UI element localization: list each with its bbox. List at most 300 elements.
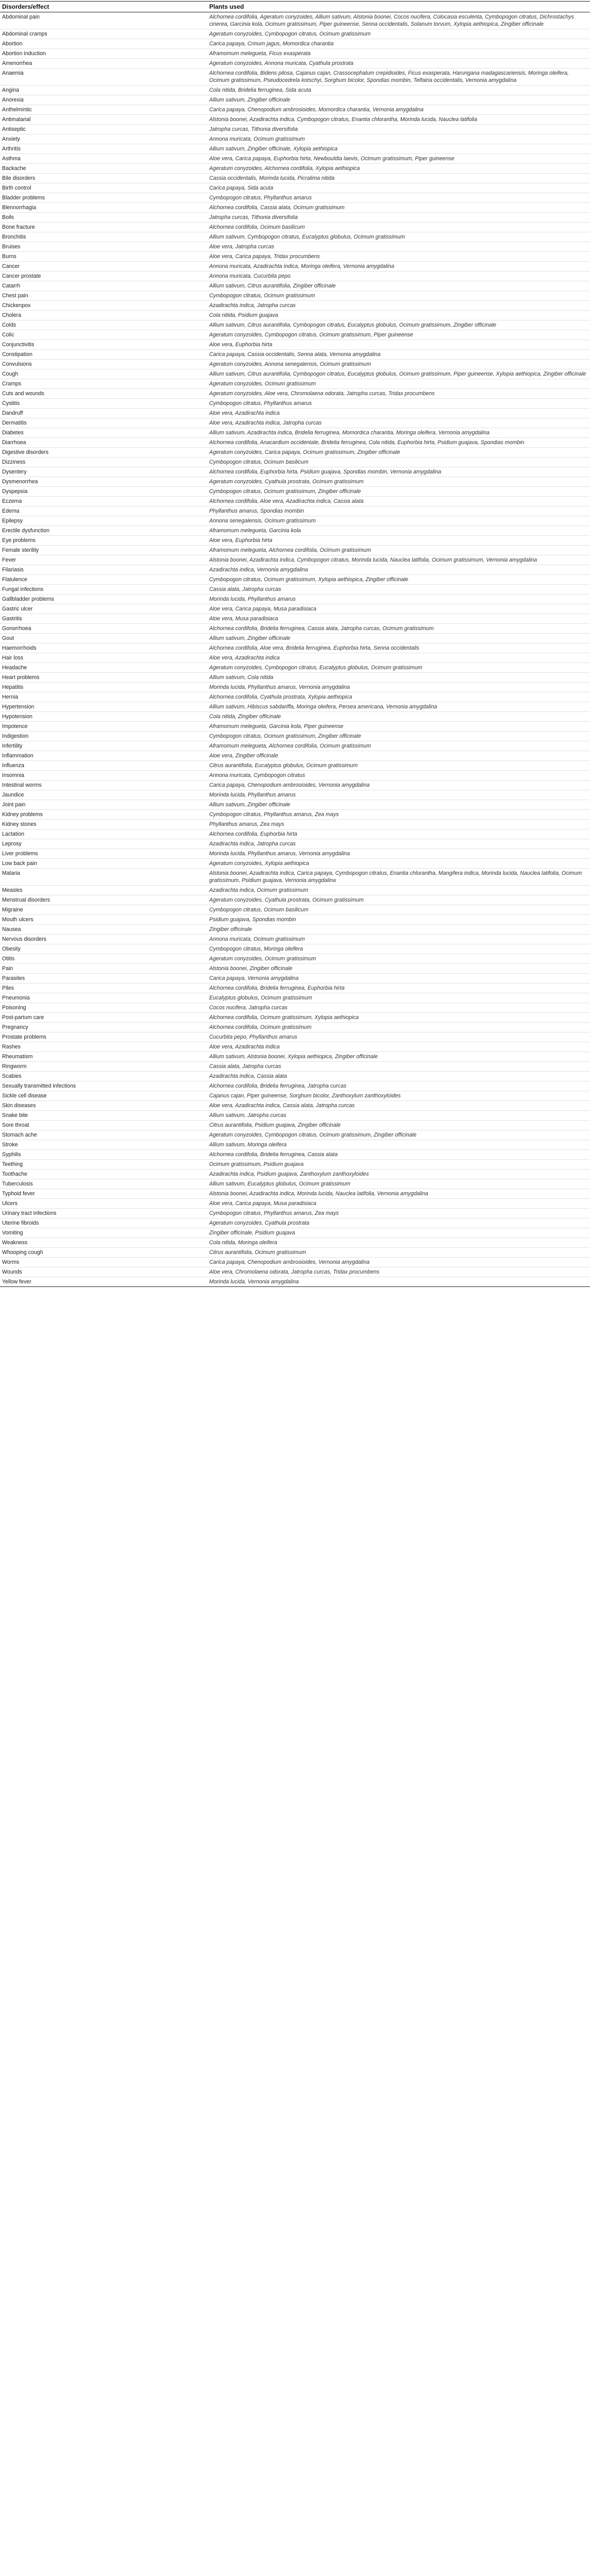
disorder-cell: Abdominal cramps [0, 29, 207, 39]
table-row [0, 448, 590, 457]
plants-cell: Alchornea cordifolia, Ocimum gratissimum, Xylopia aethiopica [207, 1013, 590, 1023]
disorder-cell: Kidney problems [0, 810, 207, 820]
disorder-cell: Fever [0, 555, 207, 565]
plants-cell: Aframomum melegueta, Garcinia kola [207, 526, 590, 536]
plants-cell: Citrus aurantifolia, Psidium guajava, Zingiber officinale [207, 1121, 590, 1130]
disorder-cell: Angina [0, 86, 207, 95]
table-row [0, 1023, 590, 1032]
table-row [0, 418, 590, 428]
plants-cell: Eucalyptus globulus, Ocimum gratissimum [207, 993, 590, 1003]
plants-cell: Alchornea cordifolia, Euphorbia hirta [207, 829, 590, 839]
plants-cell: Allium sativum, Alstonia boonei, Xylopia aethiopica, Zingiber officinale [207, 1052, 590, 1062]
table-row [0, 506, 590, 516]
table-row [0, 389, 590, 399]
table-row [0, 565, 590, 575]
disorder-cell: Gallbladder problems [0, 595, 207, 604]
table-row [0, 340, 590, 350]
disorder-cell: Pain [0, 964, 207, 974]
disorder-cell: Catarrh [0, 281, 207, 291]
table-row [0, 585, 590, 595]
plants-cell: Ageratum conyzoides, Annona muricata, Cyathula prostrata [207, 59, 590, 69]
table-row [0, 1121, 590, 1130]
table-row [0, 164, 590, 174]
table-row [0, 944, 590, 954]
table-row [0, 915, 590, 925]
disorder-cell: Scabies [0, 1072, 207, 1081]
table-row [0, 183, 590, 193]
disorder-cell: Gastritis [0, 614, 207, 624]
disorder-cell: Abortion [0, 39, 207, 49]
plants-cell: Alchornea cordifolia, Bidens pilosa, Cajanus cajan, Crassocephalum crepidioides, Ficus exasperata, Harungana madagascariensis, Moringa oleifera, Ocimum gratissimum, Pseudocedrela kotschyi, Sorghum bicolor, Spondias mombin, Telfairia occidentalis, Vernonia amygdalina [207, 69, 590, 86]
plants-cell: Aloe vera, Jatropha curcas [207, 242, 590, 252]
disorder-cell: Parasites [0, 974, 207, 984]
plants-cell: Cymbopogon citratus, Ocimum gratissimum, Xylopia aethiopica, Zingiber officinale [207, 575, 590, 585]
plants-cell: Morinda lucida, Phyllanthus amarus, Vernonia amygdalina [207, 683, 590, 692]
plants-cell: Ageratum conyzoides, Alchornea cordifolia, Xylopia aethiopica [207, 164, 590, 174]
disorder-cell: Malaria [0, 869, 207, 886]
plants-cell: Morinda lucida, Phyllanthus amarus [207, 790, 590, 800]
disorder-cell: Hair loss [0, 653, 207, 663]
plants-cell: Azadirachta indica, Ocimum gratissimum [207, 886, 590, 895]
table-row [0, 39, 590, 49]
table-row [0, 849, 590, 859]
plants-cell: Alchornea cordifolia, Ageratum conyzoides, Allium sativum, Alstonia boonei, Cocos nucifera, Colocasia esculenta, Cymbopogon citratus, Dichrostachys cinerea, Garcinia kola, Ocimum gratissimum, Piper guineense, Senna occidentalis, Solanum torvum, Xylopia aethiopica, Zingiber officinale [207, 12, 590, 29]
plants-cell: Alchornea cordifolia, Euphorbia hirta, Psidium guajava, Spondias mombin, Vernonia amygdalina [207, 467, 590, 477]
table-row [0, 732, 590, 741]
plants-cell: Carica papaya, Sida acuta [207, 183, 590, 193]
disorder-cell: Lactation [0, 829, 207, 839]
plants-cell: Aloe vera, Azadirachta indica [207, 1042, 590, 1052]
plants-cell: Annona muricata, Cucurbita pepo [207, 272, 590, 281]
disorder-cell: Hypotension [0, 712, 207, 722]
table-row [0, 614, 590, 624]
plants-cell: Cola nitida, Zingiber officinale [207, 712, 590, 722]
table-row [0, 350, 590, 360]
disorder-cell: Prostate problems [0, 1032, 207, 1042]
table-row [0, 457, 590, 467]
table-row [0, 869, 590, 886]
disorder-cell: Dysmenorrhea [0, 477, 207, 487]
disorder-cell: Pregnancy [0, 1023, 207, 1032]
table-row [0, 954, 590, 964]
table-row [0, 1130, 590, 1140]
disorder-cell: Gout [0, 634, 207, 643]
plants-cell: Morinda lucida, Phyllanthus amarus, Vernonia amygdalina [207, 849, 590, 859]
disorder-cell: Wounds [0, 1267, 207, 1277]
plants-cell: Alchornea cordifolia, Aloe vera, Bridelia ferruginea, Euphorbia hirta, Senna occidentalis [207, 643, 590, 653]
table-row [0, 144, 590, 154]
disorder-cell: Influenza [0, 761, 207, 771]
plants-cell: Annona senegalensis, Ocimum gratissimum [207, 516, 590, 526]
plants-cell: Allium sativum, Citrus aurantifolia, Cymbopogon citratus, Eucalyptus globulus, Ocimum gratissimum, Piper guineense, Xylopia aethiopica, Zingiber officinale [207, 369, 590, 379]
disorder-cell: Vomiting [0, 1228, 207, 1238]
disorder-cell: Worms [0, 1258, 207, 1267]
disorder-cell: Sickle cell disease [0, 1091, 207, 1101]
table-row [0, 839, 590, 849]
disorder-cell: Amenorrhea [0, 59, 207, 69]
plants-cell: Alchornea cordifolia, Bridelia ferruginea, Cassia alata [207, 1150, 590, 1160]
plants-cell: Psidium guajava, Spondias mombin [207, 915, 590, 925]
table-row [0, 1003, 590, 1013]
table-row [0, 886, 590, 895]
disorder-cell: Dermatitis [0, 418, 207, 428]
table-row [0, 810, 590, 820]
table-row [0, 49, 590, 59]
plants-cell: Alstonia boonei, Zingiber officinale [207, 964, 590, 974]
plants-cell: Morinda lucida, Vernonia amygdalina [207, 1277, 590, 1287]
disorder-cell: Menstrual disorders [0, 895, 207, 905]
table-row [0, 369, 590, 379]
disorder-cell: Heart problems [0, 673, 207, 683]
plants-cell: Allium sativum, Jatropha curcas [207, 1111, 590, 1121]
disorder-cell: Conjunctivitis [0, 340, 207, 350]
disorder-cell: Snake bite [0, 1111, 207, 1121]
plants-cell: Carica papaya, Chenopodium ambrosioides, Vernonia amygdalina [207, 781, 590, 790]
plants-cell: Ageratum conyzoides, Cymbopogon citratus, Eucalyptus globulus, Ocimum gratissimum [207, 663, 590, 673]
table-row [0, 1111, 590, 1121]
disorder-cell: Kidney stones [0, 820, 207, 829]
plants-cell: Ageratum conyzoides, Carica papaya, Ocimum gratissimum, Zingiber officinale [207, 448, 590, 457]
table-row [0, 320, 590, 330]
table-row [0, 653, 590, 663]
plants-cell: Allium sativum, Zingiber officinale [207, 634, 590, 643]
disorder-cell: Abdominal pain [0, 12, 207, 29]
plants-cell: Ageratum conyzoides, Ocimum gratissimum [207, 954, 590, 964]
table-row [0, 1199, 590, 1209]
disorder-cell: Yellow fever [0, 1277, 207, 1287]
disorder-cell: Cramps [0, 379, 207, 389]
plants-cell: Jatropha curcas, Tithonia diversifolia [207, 125, 590, 134]
table-row [0, 555, 590, 565]
table-row [0, 771, 590, 781]
table-row [0, 69, 590, 86]
disorder-cell: Backache [0, 164, 207, 174]
plants-cell: Aframomum melegueta, Alchornea cordifolia, Ocimum gratissimum [207, 741, 590, 751]
table-row [0, 546, 590, 555]
disorder-cell: Eczema [0, 497, 207, 506]
plants-cell: Alstonia boonei, Azadirachta indica, Morinda lucida, Nauclea latifolia, Vernonia amygdalina [207, 1189, 590, 1199]
disorder-cell: Diabetes [0, 428, 207, 438]
table-row [0, 1170, 590, 1179]
table-row [0, 223, 590, 232]
plants-cell: Alchornea cordifolia, Cassia alata, Ocimum gratissimum [207, 203, 590, 213]
disorder-cell: Chest pain [0, 291, 207, 301]
plants-cell: Alstonia boonei, Azadirachta indica, Carica papaya, Cymbopogon citratus, Enantia chlorantha, Mangifera indica, Morinda lucida, Nauclea latifolia, Ocimum gratissimum, Psidium guajava, Vernonia amygdalina [207, 869, 590, 886]
plants-cell: Aloe vera, Azadirachta indica [207, 409, 590, 418]
plants-cell: Aloe vera, Carica papaya, Musa paradisiaca [207, 604, 590, 614]
disorder-cell: Skin diseases [0, 1101, 207, 1111]
table-row [0, 409, 590, 418]
table-row [0, 272, 590, 281]
column-header-plants: Plants used [207, 2, 590, 12]
table-row [0, 59, 590, 69]
disorder-cell: Anxiety [0, 134, 207, 144]
table-row [0, 1052, 590, 1062]
plants-cell: Alchornea cordifolia, Bridelia ferruginea, Euphorbia hirta [207, 984, 590, 993]
plants-cell: Carica papaya, Cassia occidentalis, Senna alata, Vernonia amygdalina [207, 350, 590, 360]
plants-cell: Cocos nucifera, Jatropha curcas [207, 1003, 590, 1013]
plants-cell: Cassia occidentalis, Morinda lucida, Picralima nitida [207, 174, 590, 183]
disorder-cell: Bladder problems [0, 193, 207, 203]
plants-cell: Cymbopogon citratus, Phyllanthus amarus, Zea mays [207, 810, 590, 820]
disorder-cell: Bruises [0, 242, 207, 252]
disorders-plants-table [0, 1, 590, 1287]
disorder-cell: Inflammation [0, 751, 207, 761]
disorder-cell: Fungal infections [0, 585, 207, 595]
table-row [0, 1238, 590, 1248]
table-row [0, 1160, 590, 1170]
disorder-cell: Dyspepsia [0, 487, 207, 497]
plants-cell: Cola nitida, Moringa oleifera [207, 1238, 590, 1248]
table-row [0, 1072, 590, 1081]
plants-cell: Aframomum melegueta, Garcinia kola, Piper guineense [207, 722, 590, 732]
disorder-cell: Whooping cough [0, 1248, 207, 1258]
plants-cell: Alstonia boonei, Azadirachta indica, Cymbopogon citratus, Morinda lucida, Nauclea latifolia, Ocimum gratissimum, Vernonia amygdalina [207, 555, 590, 565]
plants-cell: Citrus aurantifolia, Ocimum gratissimum [207, 1248, 590, 1258]
plants-cell: Aloe vera, Euphorbia hirta [207, 340, 590, 350]
disorder-cell: Mouth ulcers [0, 915, 207, 925]
disorder-cell: Impotence [0, 722, 207, 732]
plants-cell: Morinda lucida, Phyllanthus amarus [207, 595, 590, 604]
plants-cell: Cymbopogon citratus, Ocimum gratissimum, Zingiber officinale [207, 732, 590, 741]
plants-cell: Aloe vera, Chromolaena odorata, Jatropha curcas, Tridax procumbens [207, 1267, 590, 1277]
disorder-cell: Anaemia [0, 69, 207, 86]
plants-cell: Allium sativum, Azadirachta indica, Bridelia ferruginea, Momordica charantia, Moringa oleifera, Vernonia amygdalina [207, 428, 590, 438]
disorder-cell: Diarrhoea [0, 438, 207, 448]
table-header [0, 2, 590, 12]
table-row [0, 125, 590, 134]
table-row [0, 859, 590, 869]
plants-cell: Azadirachta indica, Cassia alata [207, 1072, 590, 1081]
plants-cell: Ageratum conyzoides, Annona senegalensis, Ocimum gratissimum [207, 360, 590, 369]
table-row [0, 712, 590, 722]
table-row [0, 497, 590, 506]
disorder-cell: Colic [0, 330, 207, 340]
disorder-cell: Dandruff [0, 409, 207, 418]
table-row [0, 751, 590, 761]
disorder-cell: Otitis [0, 954, 207, 964]
plants-cell: Zingiber officinale, Psidium guajava [207, 1228, 590, 1238]
disorder-cell: Liver problems [0, 849, 207, 859]
plants-cell: Azadirachta indica, Vernonia amygdalina [207, 565, 590, 575]
plants-cell: Cymbopogon citratus, Ocimum basilicum [207, 905, 590, 915]
plants-cell: Ageratum conyzoides, Cymbopogon citratus, Ocimum gratissimum, Zingiber officinale [207, 1130, 590, 1140]
plants-cell: Citrus aurantifolia, Eucalyptus globulus, Ocimum gratissimum [207, 761, 590, 771]
table-row [0, 399, 590, 409]
plants-cell: Carica papaya, Chenopodium ambrosioides, Momordica charantia, Vernonia amygdalina [207, 105, 590, 115]
table-row [0, 634, 590, 643]
disorder-cell: Measles [0, 886, 207, 895]
disorder-cell: Bone fracture [0, 223, 207, 232]
disorder-cell: Burns [0, 252, 207, 262]
plants-cell: Allium sativum, Cymbopogon citratus, Eucalyptus globulus, Ocimum gratissimum [207, 232, 590, 242]
table-row [0, 330, 590, 340]
plants-cell: Alstonia boonei, Azadirachta indica, Cymbopogon citratus, Enantia chlorantha, Morinda lucida, Nauclea latifolia [207, 115, 590, 125]
plants-cell: Aloe vera, Azadirachta indica, Jatropha curcas [207, 418, 590, 428]
disorder-cell: Antimalarial [0, 115, 207, 125]
table-row [0, 29, 590, 39]
plants-cell: Ageratum conyzoides, Cyathula prostrata [207, 1218, 590, 1228]
plants-cell: Cymbopogon citratus, Phyllanthus amarus [207, 193, 590, 203]
table-row [0, 1209, 590, 1218]
disorder-cell: Intestinal worms [0, 781, 207, 790]
disorder-cell: Anorexia [0, 95, 207, 105]
disorder-cell: Hypertension [0, 702, 207, 712]
plants-cell: Alchornea cordifolia, Cyathula prostrata, Xylopia aethiopica [207, 692, 590, 702]
table-row [0, 604, 590, 614]
plants-cell: Ageratum conyzoides, Cyathula prostrata, Ocimum gratissimum [207, 477, 590, 487]
disorder-cell: Migraine [0, 905, 207, 915]
table-row [0, 213, 590, 223]
table-row [0, 232, 590, 242]
plants-cell: Cymbopogon citratus, Phyllanthus amarus, Zea mays [207, 1209, 590, 1218]
table-row [0, 741, 590, 751]
table-row [0, 438, 590, 448]
table-row [0, 154, 590, 164]
table-row [0, 974, 590, 984]
table-row [0, 820, 590, 829]
disorder-cell: Abortion induction [0, 49, 207, 59]
plants-cell: Alchornea cordifolia, Ocimum gratissimum [207, 1023, 590, 1032]
plants-cell: Cajanus cajan, Piper guineense, Sorghum bicolor, Zanthoxylum zanthoxyloides [207, 1091, 590, 1101]
disorder-cell: Stomach ache [0, 1130, 207, 1140]
table-row [0, 673, 590, 683]
disorder-cell: Haemorrhoids [0, 643, 207, 653]
table-row [0, 624, 590, 634]
disorder-cell: Blennorrhagia [0, 203, 207, 213]
plants-cell: Allium sativum, Zingiber officinale, Xylopia aethiopica [207, 144, 590, 154]
plants-cell: Aloe vera, Carica papaya, Musa paradisiaca [207, 1199, 590, 1209]
disorder-cell: Constipation [0, 350, 207, 360]
table-row [0, 1228, 590, 1238]
disorder-cell: Boils [0, 213, 207, 223]
plants-cell: Allium sativum, Zingiber officinale [207, 800, 590, 810]
disorder-cell: Sore throat [0, 1121, 207, 1130]
table-row [0, 516, 590, 526]
plants-cell: Ageratum conyzoides, Aloe vera, Chromolaena odorata, Jatropha curcas, Tridax procumbens [207, 389, 590, 399]
table-row [0, 203, 590, 213]
disorder-cell: Leprosy [0, 839, 207, 849]
disorder-cell: Convulsions [0, 360, 207, 369]
disorder-cell: Teething [0, 1160, 207, 1170]
table-row [0, 115, 590, 125]
disorder-cell: Nervous disorders [0, 935, 207, 944]
plants-cell: Aframomum melegueta, Alchornea cordifolia, Ocimum gratissimum [207, 546, 590, 555]
table-row [0, 477, 590, 487]
table-row [0, 1101, 590, 1111]
table-row [0, 964, 590, 974]
plants-cell: Ageratum conyzoides, Ocimum gratissimum [207, 379, 590, 389]
disorder-cell: Dysentery [0, 467, 207, 477]
header-row [0, 2, 590, 12]
plants-cell: Cassia alata, Jatropha curcas [207, 1062, 590, 1072]
table-row [0, 692, 590, 702]
table-row [0, 935, 590, 944]
disorder-cell: Joint pain [0, 800, 207, 810]
disorder-cell: Dizziness [0, 457, 207, 467]
table-row [0, 95, 590, 105]
disorder-cell: Typhoid fever [0, 1189, 207, 1199]
table-row [0, 905, 590, 915]
table-row [0, 643, 590, 653]
table-row [0, 790, 590, 800]
table-row [0, 1277, 590, 1287]
disorder-cell: Digestive disorders [0, 448, 207, 457]
disorder-cell: Jaundice [0, 790, 207, 800]
plants-cell: Aframomum melegueta, Ficus exasperata [207, 49, 590, 59]
disorder-cell: Filariasis [0, 565, 207, 575]
plants-cell: Allium sativum, Citrus aurantifolia, Zingiber officinale [207, 281, 590, 291]
table-row [0, 595, 590, 604]
table-row [0, 829, 590, 839]
disorder-cell: Post-partum care [0, 1013, 207, 1023]
disorder-cell: Tuberculosis [0, 1179, 207, 1189]
table-row [0, 1218, 590, 1228]
disorder-cell: Weakness [0, 1238, 207, 1248]
table-body [0, 12, 590, 1287]
disorder-cell: Pneumonia [0, 993, 207, 1003]
table-row [0, 925, 590, 935]
plants-cell: Aloe vera, Azadirachta indica [207, 653, 590, 663]
disorder-cell: Syphilis [0, 1150, 207, 1160]
plants-cell: Aloe vera, Musa paradisiaca [207, 614, 590, 624]
table-row [0, 1258, 590, 1267]
table-row [0, 360, 590, 369]
disorder-cell: Headache [0, 663, 207, 673]
table-row [0, 291, 590, 301]
table-row [0, 428, 590, 438]
plants-cell: Zingiber officinale [207, 925, 590, 935]
table-row [0, 722, 590, 732]
table-row [0, 781, 590, 790]
table-row [0, 1179, 590, 1189]
disorder-cell: Ringworm [0, 1062, 207, 1072]
table-row [0, 1032, 590, 1042]
plants-cell: Azadirachta indica, Jatropha curcas [207, 301, 590, 311]
disorder-cell: Low back pain [0, 859, 207, 869]
table-row [0, 311, 590, 320]
plants-cell: Ageratum conyzoides, Xylopia aethiopica [207, 859, 590, 869]
disorder-cell: Female sterility [0, 546, 207, 555]
plants-cell: Aloe vera, Azadirachta indica, Cassia alata, Jatropha curcas [207, 1101, 590, 1111]
disorder-cell: Eye problems [0, 536, 207, 546]
plants-cell: Ageratum conyzoides, Cyathula prostrata, Ocimum gratissimum [207, 895, 590, 905]
disorder-cell: Infertility [0, 741, 207, 751]
plants-cell: Cymbopogon citratus, Moringa oleifera [207, 944, 590, 954]
plants-cell: Carica papaya, Vernonia amygdalina [207, 974, 590, 984]
disorder-cell: Cystitis [0, 399, 207, 409]
table-row [0, 1267, 590, 1277]
table-row [0, 12, 590, 29]
table-row [0, 984, 590, 993]
disorder-cell: Uterine fibroids [0, 1218, 207, 1228]
disorder-cell: Cough [0, 369, 207, 379]
disorder-cell: Anthelmintic [0, 105, 207, 115]
plants-cell: Allium sativum, Hibiscus sabdariffa, Moringa oleifera, Persea americana, Vernonia amygdalina [207, 702, 590, 712]
disorder-cell: Erectile dysfunction [0, 526, 207, 536]
table-row [0, 467, 590, 477]
table-row [0, 86, 590, 95]
disorder-cell: Sexually transmitted infections [0, 1081, 207, 1091]
disorder-cell: Nausea [0, 925, 207, 935]
table-row [0, 1091, 590, 1101]
table-row [0, 1081, 590, 1091]
disorder-cell: Arthritis [0, 144, 207, 154]
table-row [0, 174, 590, 183]
disorder-cell: Piles [0, 984, 207, 993]
disorder-cell: Chickenpox [0, 301, 207, 311]
plants-cell: Phyllanthus amarus, Spondias mombin [207, 506, 590, 516]
